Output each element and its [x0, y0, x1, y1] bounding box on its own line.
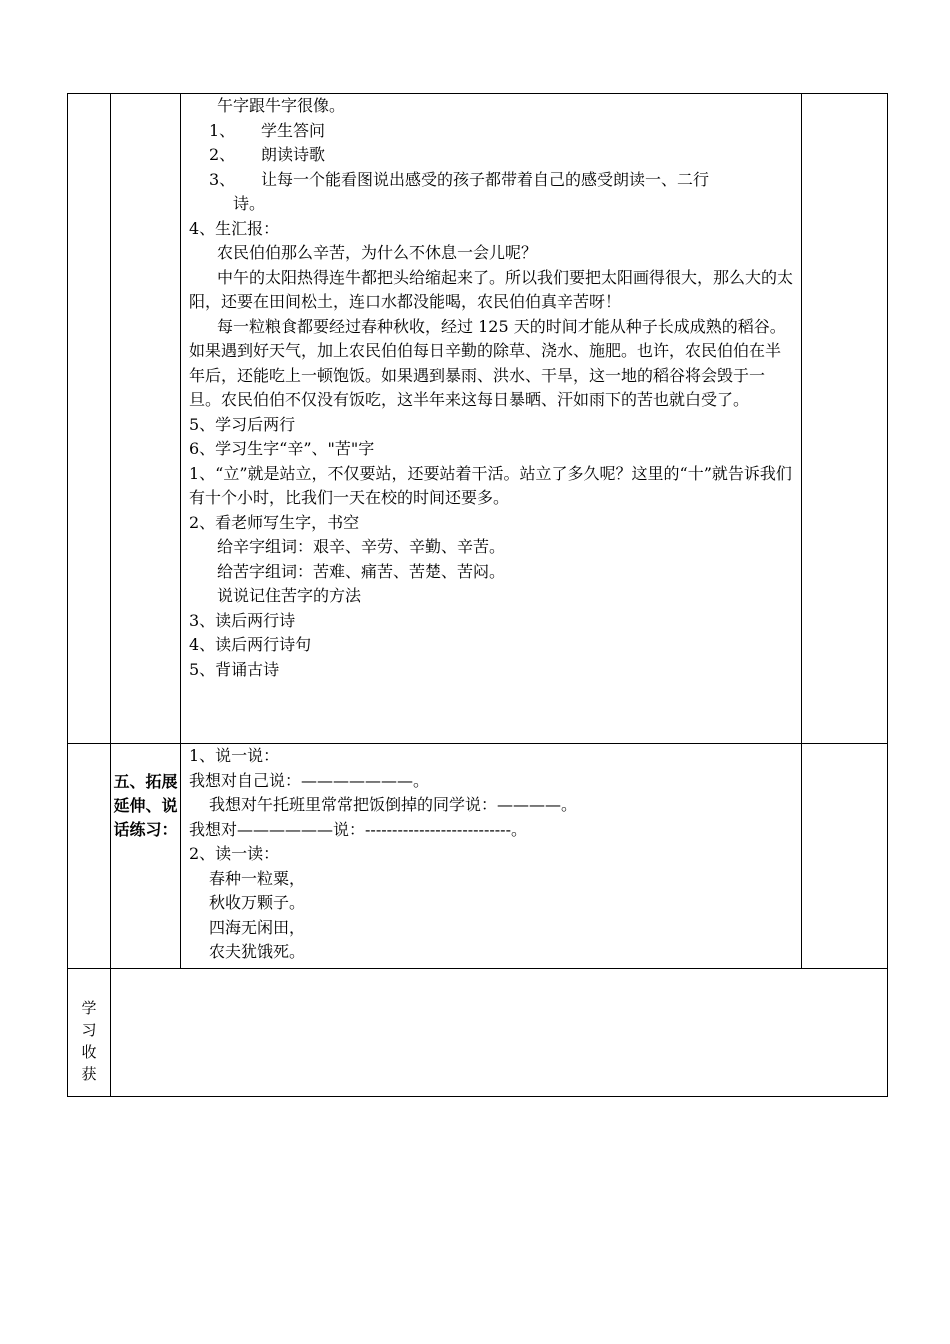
- text-line: 5、背诵古诗: [189, 659, 280, 679]
- text-line: 说说记住苦字的方法: [217, 586, 362, 605]
- text-line: 2、读一读：: [189, 844, 280, 863]
- text-line: 2、看老师写生字，书空: [189, 512, 360, 532]
- empty-cell: [802, 744, 888, 969]
- text-line: 4、读后两行诗句: [189, 635, 312, 654]
- text-line: 我想对——————说：---------------------------。: [189, 819, 527, 839]
- list-item: 2、 朗读诗歌: [209, 145, 326, 164]
- empty-cell: [802, 94, 888, 744]
- learning-gains-cell: [111, 969, 888, 1097]
- table-row: [68, 94, 888, 744]
- empty-cell: [111, 94, 181, 744]
- section-title-cell: [111, 744, 181, 969]
- lesson-plan-table: [67, 93, 888, 1097]
- empty-cell: [68, 744, 111, 969]
- list-item: 1、 学生答问: [209, 120, 326, 140]
- text-line: 1、说一说：: [189, 746, 280, 765]
- teaching-process-cell: [181, 94, 802, 744]
- text-line: 农民伯伯那么辛苦，为什么不休息一会儿呢？: [217, 243, 538, 262]
- text-line: 我想对自己说：———————。: [189, 770, 430, 790]
- table-row: [68, 744, 888, 969]
- paragraph: 每一粒粮食都要经过春种秋收，经过 125 天的时间才能从种子长成成熟的稻谷。如果遇到好天气，加上农民伯伯每日辛勤的除草、浇水、施肥。也许，农民伯伯在半年后，还能吃上一顿饱饭。如果遇到暴雨、洪水、干旱，这一地的稻谷将会毁于一旦。农民伯伯不仅没有饭吃，这半年来这每日暴晒、汗如雨下的苦也就白受了。: [189, 316, 786, 409]
- text-line: 午字跟牛字很像。: [217, 96, 346, 115]
- text-line: 4、生汇报：: [189, 218, 280, 238]
- empty-cell: [68, 94, 111, 744]
- text-line: 给苦字组词：苦难、痛苦、苦楚、苦闷。: [217, 561, 506, 581]
- poem-line: 春种一粒粟，: [209, 868, 306, 888]
- poem-line: 农夫犹饿死。: [209, 942, 306, 961]
- text-line: 5、学习后两行: [189, 414, 296, 434]
- poem-line: 秋收万颗子。: [209, 893, 306, 912]
- poem-line: 四海无闲田，: [209, 917, 306, 937]
- paragraph: 中午的太阳热得连牛都把头给缩起来了。所以我们要把太阳画得很大，那么大的太阳，还要在田间松土，连口水都没能喝，农民伯伯真辛苦呀！: [189, 267, 794, 311]
- list-item: 3、 让每一个能看图说出感受的孩子都带着自己的感受朗读一、二行: [209, 169, 710, 189]
- paragraph: 1、“立”就是站立，不仅要站，还要站着干活。站立了多久呢？这里的“十”就告诉我们有十个小时，比我们一天在校的时间还要多。: [189, 463, 792, 507]
- text-line: 6、学习生字“辛”、"苦"字: [189, 439, 375, 458]
- text-line: 诗。: [233, 194, 266, 213]
- learning-gains-label-cell: [68, 969, 111, 1097]
- learning-gains-label: 学 习 收 获: [81, 999, 97, 1083]
- text-line: 3、读后两行诗: [189, 610, 296, 630]
- text-line: 我想对午托班里常常把饭倒掉的同学说：————。: [209, 795, 578, 814]
- table-row: [68, 969, 888, 1097]
- section-title: 五、拓展延伸、说话练习：: [113, 772, 178, 839]
- extension-practice-cell: [181, 744, 802, 969]
- text-line: 给辛字组词：艰辛、辛劳、辛勤、辛苦。: [217, 537, 506, 556]
